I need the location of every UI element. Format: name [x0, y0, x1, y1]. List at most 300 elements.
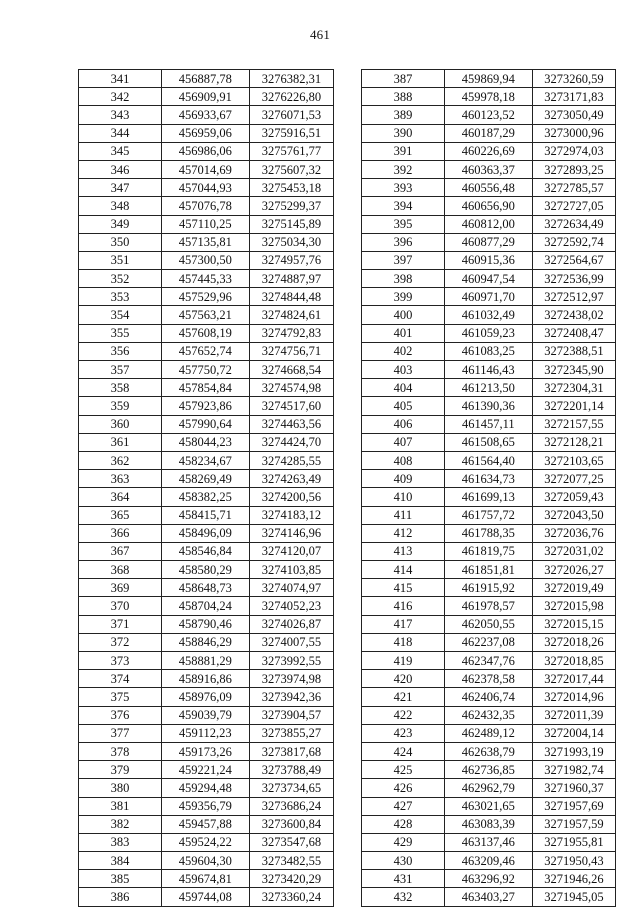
table-row — [79, 70, 334, 88]
point-number-cell: 350 — [79, 233, 162, 251]
point-number-cell: 375 — [79, 688, 162, 706]
table-row — [79, 215, 334, 233]
y-coordinate-cell: 3276382,31 — [249, 70, 333, 88]
table-row — [79, 397, 334, 415]
x-coordinate-cell: 460363,37 — [444, 160, 532, 178]
y-coordinate-cell: 3273734,65 — [249, 779, 333, 797]
table-row — [79, 342, 334, 360]
point-number-cell: 411 — [362, 506, 445, 524]
y-coordinate-cell: 3272438,02 — [532, 306, 615, 324]
point-number-cell: 428 — [362, 815, 445, 833]
x-coordinate-cell: 461564,40 — [444, 451, 532, 469]
coordinates-table-right — [361, 69, 616, 907]
table-row — [79, 652, 334, 670]
point-number-cell: 420 — [362, 670, 445, 688]
table-row — [362, 742, 616, 760]
point-number-cell: 406 — [362, 415, 445, 433]
y-coordinate-cell: 3272004,14 — [532, 724, 615, 742]
y-coordinate-cell: 3272128,21 — [532, 433, 615, 451]
x-coordinate-cell: 462432,35 — [444, 706, 532, 724]
y-coordinate-cell: 3274844,48 — [249, 288, 333, 306]
table-row — [79, 88, 334, 106]
point-number-cell: 357 — [79, 361, 162, 379]
point-number-cell: 345 — [79, 142, 162, 160]
table-row — [362, 270, 616, 288]
table-row — [79, 433, 334, 451]
x-coordinate-cell: 459978,18 — [444, 88, 532, 106]
y-coordinate-cell: 3272019,49 — [532, 579, 615, 597]
table-row — [362, 724, 616, 742]
x-coordinate-cell: 462050,55 — [444, 615, 532, 633]
x-coordinate-cell: 459221,24 — [161, 761, 249, 779]
point-number-cell: 402 — [362, 342, 445, 360]
point-number-cell: 391 — [362, 142, 445, 160]
x-coordinate-cell: 461819,75 — [444, 542, 532, 560]
y-coordinate-cell: 3275299,37 — [249, 197, 333, 215]
x-coordinate-cell: 460877,29 — [444, 233, 532, 251]
table-row — [362, 361, 616, 379]
x-coordinate-cell: 463021,65 — [444, 797, 532, 815]
y-coordinate-cell: 3272017,44 — [532, 670, 615, 688]
table-row — [79, 179, 334, 197]
table-row — [362, 797, 616, 815]
point-number-cell: 353 — [79, 288, 162, 306]
table-row — [362, 852, 616, 870]
y-coordinate-cell: 3274424,70 — [249, 433, 333, 451]
x-coordinate-cell: 462489,12 — [444, 724, 532, 742]
x-coordinate-cell: 458415,71 — [161, 506, 249, 524]
point-number-cell: 385 — [79, 870, 162, 888]
y-coordinate-cell: 3273942,36 — [249, 688, 333, 706]
y-coordinate-cell: 3272059,43 — [532, 488, 615, 506]
y-coordinate-cell: 3271946,26 — [532, 870, 615, 888]
table-row — [79, 197, 334, 215]
y-coordinate-cell: 3272345,90 — [532, 361, 615, 379]
point-number-cell: 343 — [79, 106, 162, 124]
y-coordinate-cell: 3274120,07 — [249, 542, 333, 560]
table-row — [362, 160, 616, 178]
y-coordinate-cell: 3274756,71 — [249, 342, 333, 360]
x-coordinate-cell: 459604,30 — [161, 852, 249, 870]
x-coordinate-cell: 457563,21 — [161, 306, 249, 324]
point-number-cell: 362 — [79, 451, 162, 469]
table-row — [362, 652, 616, 670]
table-row — [362, 688, 616, 706]
y-coordinate-cell: 3274285,55 — [249, 451, 333, 469]
table-row — [362, 633, 616, 651]
x-coordinate-cell: 458976,09 — [161, 688, 249, 706]
table-body — [79, 70, 334, 907]
table-row — [362, 706, 616, 724]
x-coordinate-cell: 459112,23 — [161, 724, 249, 742]
point-number-cell: 392 — [362, 160, 445, 178]
table-row — [362, 379, 616, 397]
x-coordinate-cell: 460556,48 — [444, 179, 532, 197]
point-number-cell: 354 — [79, 306, 162, 324]
y-coordinate-cell: 3273817,68 — [249, 742, 333, 760]
y-coordinate-cell: 3272201,14 — [532, 397, 615, 415]
point-number-cell: 405 — [362, 397, 445, 415]
point-number-cell: 348 — [79, 197, 162, 215]
point-number-cell: 419 — [362, 652, 445, 670]
x-coordinate-cell: 457014,69 — [161, 160, 249, 178]
table-row — [79, 233, 334, 251]
x-coordinate-cell: 463209,46 — [444, 852, 532, 870]
y-coordinate-cell: 3272408,47 — [532, 324, 615, 342]
y-coordinate-cell: 3272388,51 — [532, 342, 615, 360]
y-coordinate-cell: 3274200,56 — [249, 488, 333, 506]
point-number-cell: 372 — [79, 633, 162, 651]
point-number-cell: 396 — [362, 233, 445, 251]
x-coordinate-cell: 460947,54 — [444, 270, 532, 288]
x-coordinate-cell: 461146,43 — [444, 361, 532, 379]
x-coordinate-cell: 457529,96 — [161, 288, 249, 306]
y-coordinate-cell: 3271950,43 — [532, 852, 615, 870]
point-number-cell: 423 — [362, 724, 445, 742]
table-row — [362, 342, 616, 360]
y-coordinate-cell: 3273992,55 — [249, 652, 333, 670]
y-coordinate-cell: 3275034,30 — [249, 233, 333, 251]
y-coordinate-cell: 3271957,69 — [532, 797, 615, 815]
x-coordinate-cell: 456933,67 — [161, 106, 249, 124]
table-row — [362, 306, 616, 324]
table-row — [362, 197, 616, 215]
point-number-cell: 365 — [79, 506, 162, 524]
x-coordinate-cell: 462347,76 — [444, 652, 532, 670]
point-number-cell: 373 — [79, 652, 162, 670]
point-number-cell: 356 — [79, 342, 162, 360]
table-row — [362, 779, 616, 797]
y-coordinate-cell: 3272974,03 — [532, 142, 615, 160]
point-number-cell: 408 — [362, 451, 445, 469]
x-coordinate-cell: 457652,74 — [161, 342, 249, 360]
table-row — [362, 870, 616, 888]
table-row — [79, 524, 334, 542]
x-coordinate-cell: 456959,06 — [161, 124, 249, 142]
table-row — [79, 670, 334, 688]
y-coordinate-cell: 3271993,19 — [532, 742, 615, 760]
x-coordinate-cell: 458648,73 — [161, 579, 249, 597]
x-coordinate-cell: 461059,23 — [444, 324, 532, 342]
point-number-cell: 383 — [79, 833, 162, 851]
table-row — [79, 797, 334, 815]
x-coordinate-cell: 462962,79 — [444, 779, 532, 797]
x-coordinate-cell: 459524,22 — [161, 833, 249, 851]
point-number-cell: 386 — [79, 888, 162, 906]
table-row — [79, 106, 334, 124]
table-row — [362, 561, 616, 579]
table-row — [362, 524, 616, 542]
point-number-cell: 358 — [79, 379, 162, 397]
point-number-cell: 430 — [362, 852, 445, 870]
table-row — [362, 597, 616, 615]
x-coordinate-cell: 457990,64 — [161, 415, 249, 433]
y-coordinate-cell: 3273050,49 — [532, 106, 615, 124]
x-coordinate-cell: 461915,92 — [444, 579, 532, 597]
x-coordinate-cell: 459869,94 — [444, 70, 532, 88]
x-coordinate-cell: 460915,36 — [444, 251, 532, 269]
y-coordinate-cell: 3274007,55 — [249, 633, 333, 651]
table-row — [362, 433, 616, 451]
x-coordinate-cell: 463403,27 — [444, 888, 532, 906]
point-number-cell: 361 — [79, 433, 162, 451]
y-coordinate-cell: 3275145,89 — [249, 215, 333, 233]
y-coordinate-cell: 3272592,74 — [532, 233, 615, 251]
table-row — [79, 379, 334, 397]
table-row — [79, 742, 334, 760]
point-number-cell: 395 — [362, 215, 445, 233]
x-coordinate-cell: 457300,50 — [161, 251, 249, 269]
table-row — [79, 542, 334, 560]
x-coordinate-cell: 461508,65 — [444, 433, 532, 451]
point-number-cell: 409 — [362, 470, 445, 488]
point-number-cell: 382 — [79, 815, 162, 833]
point-number-cell: 366 — [79, 524, 162, 542]
y-coordinate-cell: 3273420,29 — [249, 870, 333, 888]
x-coordinate-cell: 457854,84 — [161, 379, 249, 397]
point-number-cell: 410 — [362, 488, 445, 506]
table-row — [79, 633, 334, 651]
x-coordinate-cell: 456887,78 — [161, 70, 249, 88]
point-number-cell: 347 — [79, 179, 162, 197]
point-number-cell: 368 — [79, 561, 162, 579]
x-coordinate-cell: 461457,11 — [444, 415, 532, 433]
y-coordinate-cell: 3274103,85 — [249, 561, 333, 579]
table-row — [79, 815, 334, 833]
y-coordinate-cell: 3271955,81 — [532, 833, 615, 851]
table-row — [79, 324, 334, 342]
x-coordinate-cell: 458546,84 — [161, 542, 249, 560]
y-coordinate-cell: 3274792,83 — [249, 324, 333, 342]
point-number-cell: 360 — [79, 415, 162, 433]
table-row — [79, 270, 334, 288]
y-coordinate-cell: 3272893,25 — [532, 160, 615, 178]
point-number-cell: 393 — [362, 179, 445, 197]
table-row — [79, 579, 334, 597]
table-row — [362, 142, 616, 160]
table-row — [362, 506, 616, 524]
point-number-cell: 380 — [79, 779, 162, 797]
point-number-cell: 421 — [362, 688, 445, 706]
point-number-cell: 407 — [362, 433, 445, 451]
point-number-cell: 400 — [362, 306, 445, 324]
x-coordinate-cell: 457608,19 — [161, 324, 249, 342]
y-coordinate-cell: 3272018,85 — [532, 652, 615, 670]
x-coordinate-cell: 457750,72 — [161, 361, 249, 379]
table-row — [362, 70, 616, 88]
x-coordinate-cell: 458881,29 — [161, 652, 249, 670]
point-number-cell: 429 — [362, 833, 445, 851]
x-coordinate-cell: 459457,88 — [161, 815, 249, 833]
table-row — [362, 833, 616, 851]
x-coordinate-cell: 461032,49 — [444, 306, 532, 324]
point-number-cell: 344 — [79, 124, 162, 142]
table-row — [362, 179, 616, 197]
x-coordinate-cell: 461213,50 — [444, 379, 532, 397]
point-number-cell: 422 — [362, 706, 445, 724]
point-number-cell: 359 — [79, 397, 162, 415]
x-coordinate-cell: 461788,35 — [444, 524, 532, 542]
y-coordinate-cell: 3274887,97 — [249, 270, 333, 288]
x-coordinate-cell: 459173,26 — [161, 742, 249, 760]
table-row — [362, 579, 616, 597]
coordinates-table-left — [78, 69, 334, 907]
x-coordinate-cell: 460123,52 — [444, 106, 532, 124]
y-coordinate-cell: 3273360,24 — [249, 888, 333, 906]
table-row — [362, 415, 616, 433]
x-coordinate-cell: 462406,74 — [444, 688, 532, 706]
y-coordinate-cell: 3272036,76 — [532, 524, 615, 542]
y-coordinate-cell: 3273600,84 — [249, 815, 333, 833]
point-number-cell: 384 — [79, 852, 162, 870]
table-row — [362, 670, 616, 688]
x-coordinate-cell: 460226,69 — [444, 142, 532, 160]
point-number-cell: 351 — [79, 251, 162, 269]
y-coordinate-cell: 3274517,60 — [249, 397, 333, 415]
x-coordinate-cell: 457923,86 — [161, 397, 249, 415]
x-coordinate-cell: 460187,29 — [444, 124, 532, 142]
point-number-cell: 387 — [362, 70, 445, 88]
y-coordinate-cell: 3274183,12 — [249, 506, 333, 524]
point-number-cell: 342 — [79, 88, 162, 106]
y-coordinate-cell: 3274074,97 — [249, 579, 333, 597]
x-coordinate-cell: 459356,79 — [161, 797, 249, 815]
point-number-cell: 432 — [362, 888, 445, 906]
x-coordinate-cell: 461978,57 — [444, 597, 532, 615]
x-coordinate-cell: 459039,79 — [161, 706, 249, 724]
y-coordinate-cell: 3275607,32 — [249, 160, 333, 178]
y-coordinate-cell: 3272026,27 — [532, 561, 615, 579]
table-row — [79, 415, 334, 433]
point-number-cell: 418 — [362, 633, 445, 651]
point-number-cell: 341 — [79, 70, 162, 88]
x-coordinate-cell: 458580,29 — [161, 561, 249, 579]
table-row — [362, 106, 616, 124]
point-number-cell: 378 — [79, 742, 162, 760]
point-number-cell: 414 — [362, 561, 445, 579]
y-coordinate-cell: 3275761,77 — [249, 142, 333, 160]
point-number-cell: 364 — [79, 488, 162, 506]
y-coordinate-cell: 3276071,53 — [249, 106, 333, 124]
table-row — [362, 215, 616, 233]
table-row — [362, 251, 616, 269]
y-coordinate-cell: 3271957,59 — [532, 815, 615, 833]
x-coordinate-cell: 459674,81 — [161, 870, 249, 888]
point-number-cell: 397 — [362, 251, 445, 269]
table-row — [79, 724, 334, 742]
table-row — [362, 888, 616, 906]
y-coordinate-cell: 3273547,68 — [249, 833, 333, 851]
y-coordinate-cell: 3274026,87 — [249, 615, 333, 633]
point-number-cell: 346 — [79, 160, 162, 178]
x-coordinate-cell: 463083,39 — [444, 815, 532, 833]
table-row — [79, 506, 334, 524]
table-row — [79, 361, 334, 379]
table-row — [79, 870, 334, 888]
y-coordinate-cell: 3274957,76 — [249, 251, 333, 269]
y-coordinate-cell: 3272011,39 — [532, 706, 615, 724]
point-number-cell: 381 — [79, 797, 162, 815]
x-coordinate-cell: 460812,00 — [444, 215, 532, 233]
y-coordinate-cell: 3271945,05 — [532, 888, 615, 906]
x-coordinate-cell: 462378,58 — [444, 670, 532, 688]
x-coordinate-cell: 462237,08 — [444, 633, 532, 651]
x-coordinate-cell: 459294,48 — [161, 779, 249, 797]
x-coordinate-cell: 461699,13 — [444, 488, 532, 506]
x-coordinate-cell: 457445,33 — [161, 270, 249, 288]
point-number-cell: 369 — [79, 579, 162, 597]
table-row — [79, 288, 334, 306]
table-row — [362, 761, 616, 779]
y-coordinate-cell: 3273171,83 — [532, 88, 615, 106]
y-coordinate-cell: 3276226,80 — [249, 88, 333, 106]
point-number-cell: 371 — [79, 615, 162, 633]
table-row — [79, 470, 334, 488]
y-coordinate-cell: 3272103,65 — [532, 451, 615, 469]
table-row — [79, 706, 334, 724]
point-number-cell: 355 — [79, 324, 162, 342]
y-coordinate-cell: 3273000,96 — [532, 124, 615, 142]
x-coordinate-cell: 459744,08 — [161, 888, 249, 906]
y-coordinate-cell: 3272015,98 — [532, 597, 615, 615]
table-row — [362, 288, 616, 306]
table-row — [79, 142, 334, 160]
x-coordinate-cell: 456909,91 — [161, 88, 249, 106]
x-coordinate-cell: 460656,90 — [444, 197, 532, 215]
y-coordinate-cell: 3271982,74 — [532, 761, 615, 779]
table-row — [79, 124, 334, 142]
table-row — [79, 488, 334, 506]
table-row — [79, 251, 334, 269]
y-coordinate-cell: 3273260,59 — [532, 70, 615, 88]
table-row — [79, 615, 334, 633]
x-coordinate-cell: 458234,67 — [161, 451, 249, 469]
table-row — [362, 815, 616, 833]
x-coordinate-cell: 457110,25 — [161, 215, 249, 233]
y-coordinate-cell: 3272043,50 — [532, 506, 615, 524]
y-coordinate-cell: 3272564,67 — [532, 251, 615, 269]
point-number-cell: 399 — [362, 288, 445, 306]
table-row — [362, 542, 616, 560]
x-coordinate-cell: 456986,06 — [161, 142, 249, 160]
point-number-cell: 363 — [79, 470, 162, 488]
x-coordinate-cell: 460971,70 — [444, 288, 532, 306]
table-row — [79, 852, 334, 870]
table-row — [362, 88, 616, 106]
table-row — [79, 597, 334, 615]
table-row — [79, 561, 334, 579]
x-coordinate-cell: 457076,78 — [161, 197, 249, 215]
x-coordinate-cell: 462638,79 — [444, 742, 532, 760]
table-row — [79, 306, 334, 324]
table-row — [79, 888, 334, 906]
point-number-cell: 370 — [79, 597, 162, 615]
y-coordinate-cell: 3275916,51 — [249, 124, 333, 142]
point-number-cell: 367 — [79, 542, 162, 560]
y-coordinate-cell: 3272304,31 — [532, 379, 615, 397]
y-coordinate-cell: 3272536,99 — [532, 270, 615, 288]
y-coordinate-cell: 3274668,54 — [249, 361, 333, 379]
point-number-cell: 376 — [79, 706, 162, 724]
point-number-cell: 427 — [362, 797, 445, 815]
point-number-cell: 403 — [362, 361, 445, 379]
x-coordinate-cell: 462736,85 — [444, 761, 532, 779]
y-coordinate-cell: 3274146,96 — [249, 524, 333, 542]
x-coordinate-cell: 458044,23 — [161, 433, 249, 451]
x-coordinate-cell: 458916,86 — [161, 670, 249, 688]
point-number-cell: 390 — [362, 124, 445, 142]
x-coordinate-cell: 458704,24 — [161, 597, 249, 615]
